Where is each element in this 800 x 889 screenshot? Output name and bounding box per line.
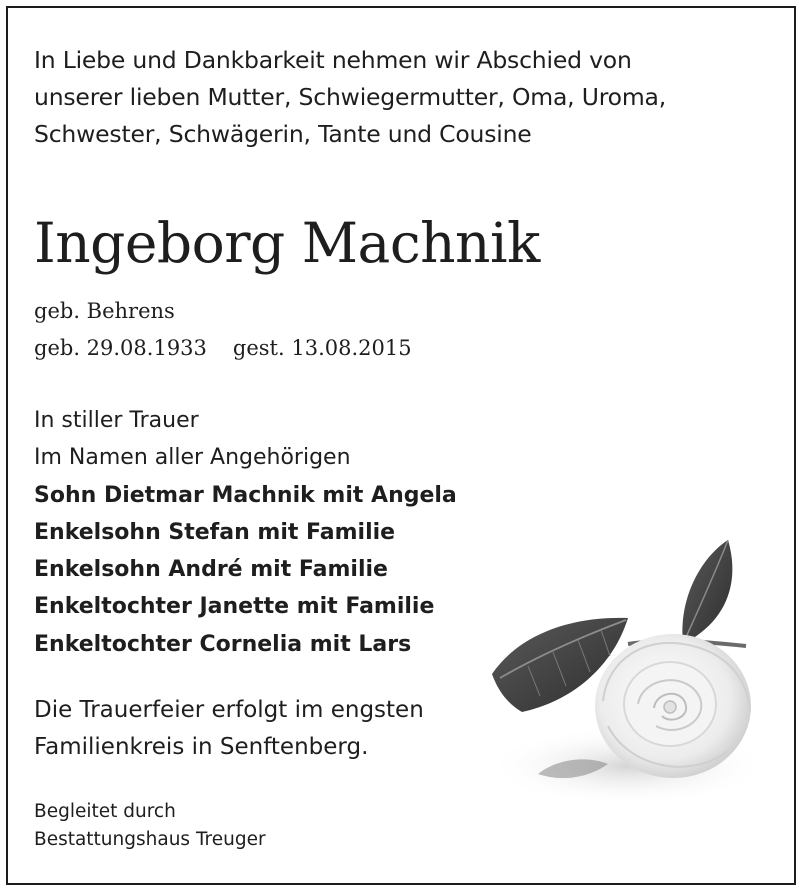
death-date: gest. 13.08.2015 (232, 336, 412, 360)
funeral-line: Die Trauerfeier erfolgt im engsten (34, 697, 424, 723)
funeral-line: Familienkreis in Senftenberg. (34, 734, 369, 760)
birth-date: geb. 29.08.1933 (34, 336, 207, 360)
life-dates (34, 333, 412, 363)
intro-line: In Liebe und Dankbarkeit nehmen wir Abschied von (34, 46, 632, 74)
obituary-notice (6, 6, 796, 885)
intro-line: Schwester, Schwägerin, Tante und Cousine (34, 120, 532, 148)
deceased-name: Ingeborg Machnik (34, 211, 540, 275)
mourners-block (34, 402, 457, 663)
intro-text (34, 42, 666, 153)
undertaker-line: Begleitet durch (34, 801, 176, 822)
mourning-line: Im Namen aller Angehörigen (34, 445, 351, 471)
white-rose-image (478, 526, 778, 816)
mourner-name: Enkelsohn André mit Familie (34, 557, 388, 583)
undertaker-line: Bestattungshaus Treuger (34, 829, 266, 850)
intro-line: unserer lieben Mutter, Schwiegermutter, Oma, Uroma, (34, 83, 666, 111)
mourner-name: Enkelsohn Stefan mit Familie (34, 519, 396, 545)
mourner-name: Sohn Dietmar Machnik mit Angela (34, 482, 457, 508)
mourner-name: Enkeltochter Cornelia mit Lars (34, 631, 412, 657)
mourner-name: Enkeltochter Janette mit Familie (34, 594, 435, 620)
funeral-info (34, 692, 424, 766)
undertaker-info (34, 798, 266, 854)
mourning-line: In stiller Trauer (34, 408, 199, 433)
birth-name: geb. Behrens (34, 299, 175, 323)
